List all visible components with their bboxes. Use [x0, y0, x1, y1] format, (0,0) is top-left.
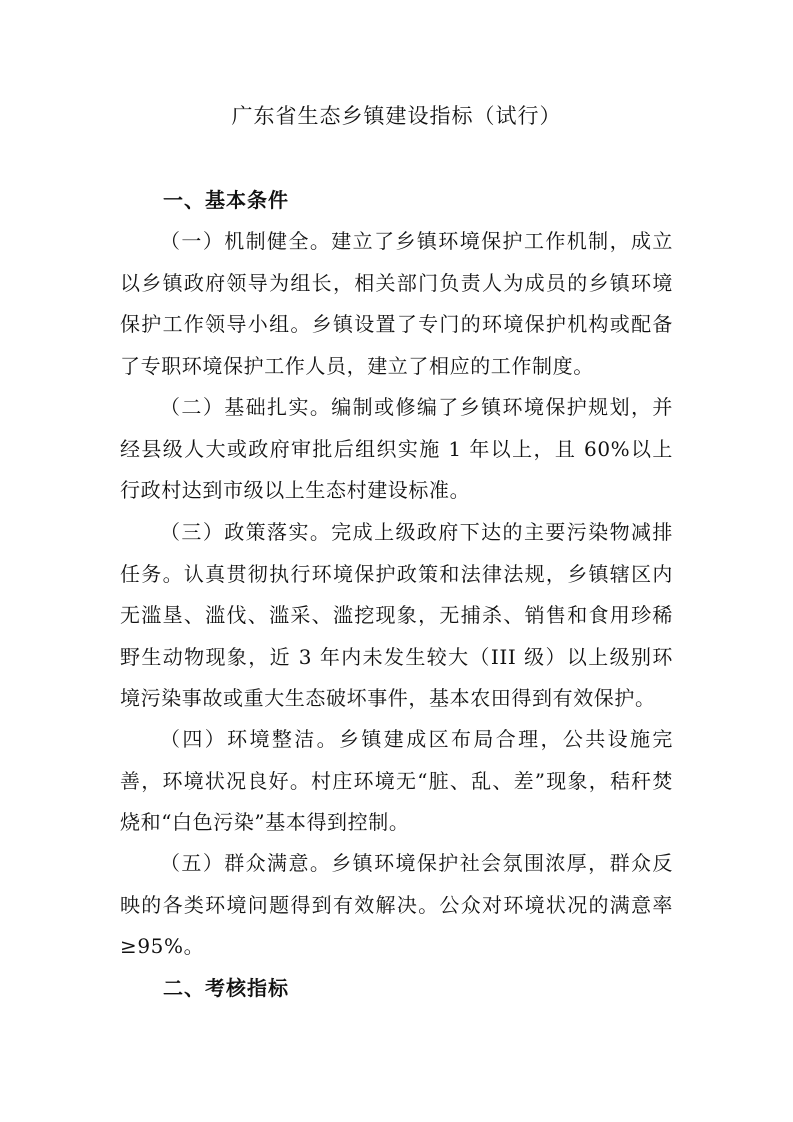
paragraph-environment: （四）环境整洁。乡镇建成区布局合理，公共设施完善，环境状况良好。村庄环境无“脏、乱、差”现象，秸秆焚烧和“白色污染”基本得到控制。	[120, 727, 673, 834]
document-title: 广东省生态乡镇建设指标（试行）	[231, 104, 562, 128]
paragraph-policy: （三）政策落实。完成上级政府下达的主要污染物减排任务。认真贯彻执行环境保护政策和法律法规，乡镇辖区内无滥垦、滥伐、滥采、滥挖现象，无捕杀、销售和食用珍稀野生动物现象，近 3 年内未发生较大（III 级）以上级别环境污染事故或重大生态破坏事件，基本农田得到有效保护。	[120, 520, 673, 710]
paragraph-satisfaction: （五）群众满意。乡镇环境保护社会氛围浓厚，群众反映的各类环境问题得到有效解决。公众对环境状况的满意率≥95%。	[120, 851, 673, 958]
paragraph-foundation: （二）基础扎实。编制或修编了乡镇环境保护规划，并经县级人大或政府审批后组织实施 1 年以上，且 60%以上行政村达到市级以上生态村建设标准。	[120, 395, 673, 502]
paragraph-mechanism: （一）机制健全。建立了乡镇环境保护工作机制，成立以乡镇政府领导为组长，相关部门负责人为成员的乡镇环境保护工作领导小组。乡镇设置了专门的环境保护机构或配备了专职环境保护工作人员，建立了相应的工作制度。	[120, 229, 673, 378]
section-heading-assessment-indicators: 二、考核指标	[163, 976, 289, 1000]
section-heading-basic-conditions: 一、基本条件	[163, 188, 289, 212]
